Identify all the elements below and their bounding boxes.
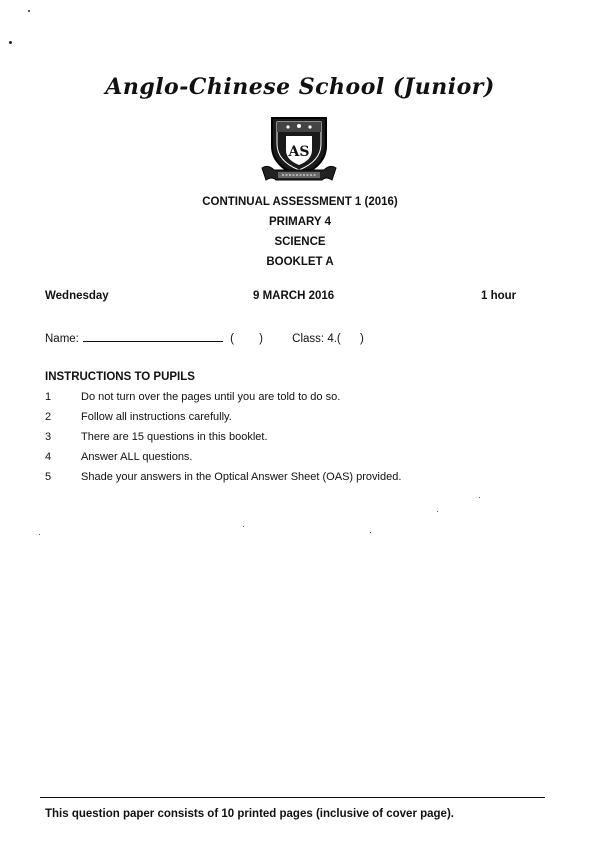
class-paren-close: ): [359, 333, 364, 345]
instruction-number: 4: [45, 451, 52, 463]
scan-speck: [437, 511, 438, 512]
instruction-text: Shade your answers in the Optical Answer Sheet (OAS) provided.: [81, 471, 402, 483]
crest-letters: AS: [288, 144, 310, 160]
instructions-heading: INSTRUCTIONS TO PUPILS: [45, 371, 195, 383]
instruction-number: 3: [45, 431, 52, 443]
name-class-row: [45, 331, 364, 345]
instruction-text: Answer ALL questions.: [81, 451, 193, 463]
instruction-number: 1: [45, 391, 52, 403]
instruction-text: There are 15 questions in this booklet.: [81, 431, 268, 443]
name-field[interactable]: [83, 331, 223, 342]
scan-speck: [28, 10, 30, 12]
class-label: Class: 4.(: [292, 333, 341, 345]
scan-speck: [243, 526, 244, 527]
name-label: Name:: [45, 333, 79, 345]
booklet-title: BOOKLET A: [266, 256, 334, 268]
instruction-text: Do not turn over the pages until you are told to do so.: [81, 391, 341, 403]
school-name: Anglo-Chinese School (Junior): [105, 74, 495, 100]
instruction-text: Follow all instructions carefully.: [81, 411, 232, 423]
subject-title: SCIENCE: [274, 236, 326, 248]
school-crest: [258, 110, 340, 188]
exam-duration: 1 hour: [481, 290, 517, 302]
assessment-title: CONTINUAL ASSESSMENT 1 (2016): [202, 196, 398, 208]
scan-speck: [9, 41, 12, 44]
register-paren-open: (: [230, 333, 234, 345]
instruction-number: 2: [45, 411, 52, 423]
exam-date: 9 MARCH 2016: [253, 290, 335, 302]
exam-day: Wednesday: [45, 290, 109, 302]
scan-speck: [370, 532, 371, 533]
instruction-number: 5: [45, 471, 52, 483]
page-count-note: This question paper consists of 10 printed pages (inclusive of cover page).: [45, 808, 454, 820]
scan-speck: [39, 534, 40, 535]
footer-divider: [40, 797, 545, 798]
register-paren-close: ): [259, 333, 263, 345]
level-title: PRIMARY 4: [269, 216, 331, 228]
scan-speck: [479, 497, 480, 498]
